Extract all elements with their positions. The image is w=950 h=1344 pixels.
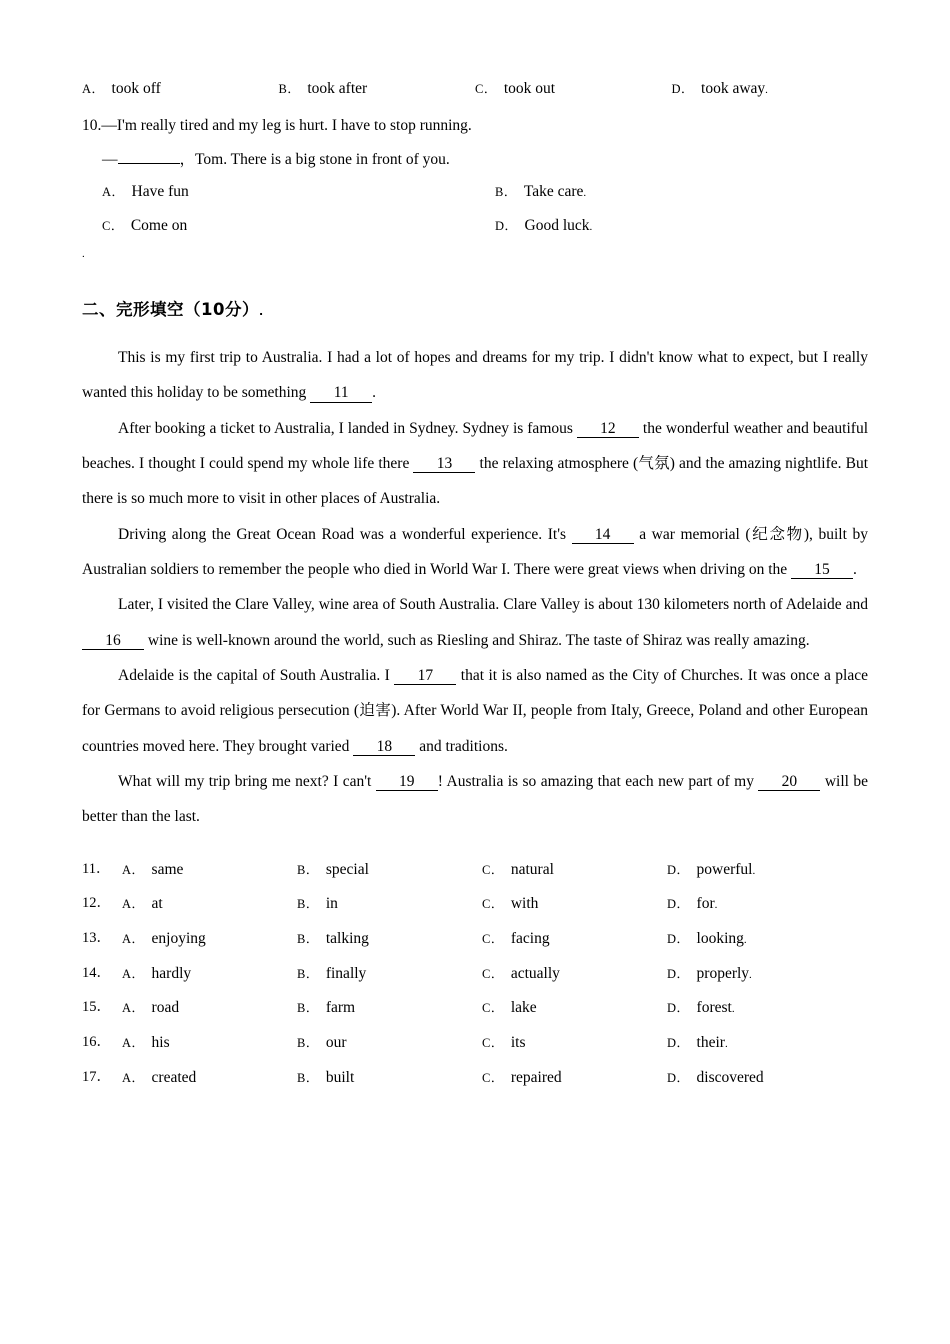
option-a xyxy=(122,1067,297,1089)
option-a-text: created xyxy=(151,1068,197,1086)
p3-text-c: . xyxy=(853,561,857,579)
option-d xyxy=(495,215,888,237)
options-row-14 xyxy=(82,963,868,985)
row-number: 17． xyxy=(82,1068,111,1085)
option-b-text: talking xyxy=(325,930,369,948)
cloze-paragraph-4 xyxy=(82,587,868,658)
option-a xyxy=(122,997,297,1019)
option-a xyxy=(122,859,297,881)
option-a xyxy=(122,893,297,915)
option-a-text: Have fun xyxy=(131,183,189,201)
row-number: 16． xyxy=(82,1034,111,1051)
question10-options-row1 xyxy=(82,181,888,203)
p5-text-b: that it is also named as the City of Churches. It was once a place for Germans to avoid religious persecution (迫害). After World War II, people from Italy, Greece, Poland and other European countries moved here. They brought varied xyxy=(82,667,869,755)
p2-text-b: the wonderful weather and beautiful beaches. I thought I could spend my whole life there xyxy=(82,419,869,473)
row-number: 15． xyxy=(82,999,111,1016)
option-d-text: powerful xyxy=(696,860,753,878)
cloze-blank-15: 15 xyxy=(791,561,853,579)
option-c-text: facing xyxy=(510,930,550,948)
option-c-label: C． xyxy=(482,966,504,981)
cloze-paragraph-5 xyxy=(82,658,868,764)
option-c xyxy=(482,1032,667,1054)
trailing-period: . xyxy=(743,934,747,947)
option-d-text: properly xyxy=(696,964,750,982)
row-number: 13． xyxy=(82,930,111,947)
option-d-label: D． xyxy=(667,932,690,947)
cloze-blank-14: 14 xyxy=(572,526,634,544)
options-row-13 xyxy=(82,928,868,950)
option-c-text: natural xyxy=(510,860,554,878)
option-b-label: B． xyxy=(297,897,319,912)
p5-text-a: Adelaide is the capital of South Australia. I xyxy=(118,667,390,685)
option-b-text: Take care xyxy=(523,183,584,201)
option-a-label: A． xyxy=(82,82,105,96)
option-b-label: B． xyxy=(278,82,301,96)
dash-prefix: — xyxy=(102,150,118,168)
option-a-text: at xyxy=(151,895,163,913)
option-b xyxy=(279,78,476,100)
cloze-blank-17: 17 xyxy=(394,667,456,685)
p4-text-a: Later, I visited the Clare Valley, wine area of South Australia. Clare Valley is about 130 kilometers north of Adelaide and xyxy=(118,596,868,614)
option-d-label: D． xyxy=(667,862,690,877)
row-number: 14． xyxy=(82,964,111,981)
trailing-period: . xyxy=(731,1003,735,1016)
option-d xyxy=(667,963,852,985)
option-b xyxy=(495,181,888,203)
option-b-label: B． xyxy=(297,932,319,947)
cloze-blank-12: 12 xyxy=(577,420,639,438)
option-c-label: C． xyxy=(475,82,497,96)
option-a xyxy=(102,181,495,203)
option-a-text: hardly xyxy=(151,964,192,982)
option-d xyxy=(672,78,869,100)
answer-blank xyxy=(118,148,180,164)
option-b-text: finally xyxy=(325,964,367,982)
cloze-blank-19: 19 xyxy=(376,773,438,791)
option-a-text: enjoying xyxy=(151,930,206,948)
option-d xyxy=(667,1032,852,1054)
option-b xyxy=(297,893,482,915)
option-b xyxy=(297,1032,482,1054)
question9-options-row xyxy=(82,78,868,100)
option-d-text: looking xyxy=(696,930,744,948)
option-c xyxy=(475,78,672,100)
option-d-label: D． xyxy=(667,966,690,981)
option-a-label: A． xyxy=(122,897,145,912)
option-a xyxy=(122,928,297,950)
option-d-text: for xyxy=(696,895,715,913)
option-d-label: D． xyxy=(667,1036,690,1051)
option-d-label: D． xyxy=(667,1001,690,1016)
option-d-label: D． xyxy=(667,1070,690,1085)
option-c xyxy=(482,1067,667,1089)
option-a-text: same xyxy=(151,860,184,878)
option-b-text: special xyxy=(325,860,369,878)
option-d-text: their xyxy=(696,1034,725,1052)
question10-line2 xyxy=(82,148,868,171)
option-c-label: C． xyxy=(482,932,504,947)
options-row-15 xyxy=(82,997,868,1019)
option-c xyxy=(482,997,667,1019)
options-row-11 xyxy=(82,859,868,881)
trailing-period: . xyxy=(589,220,593,233)
p2-text-c: the relaxing atmosphere (气氛) and the amazing nightlife. But there is so much more to visit in other places of Australia. xyxy=(82,455,869,508)
option-c-text: took out xyxy=(503,80,556,97)
option-b-text: farm xyxy=(325,999,356,1017)
option-d-text: forest xyxy=(696,999,732,1017)
p5-text-c: and traditions. xyxy=(419,737,508,755)
document-content xyxy=(82,78,868,1102)
trailing-period: . xyxy=(258,305,264,319)
option-c-label: C． xyxy=(482,1001,504,1016)
option-d-label: D． xyxy=(671,82,695,96)
option-d xyxy=(667,859,852,881)
p6-text-b: ! Australia is so amazing that each new part of my xyxy=(437,773,754,791)
option-b-label: B． xyxy=(297,862,319,877)
option-d-text: Good luck xyxy=(524,216,590,234)
option-b-text: built xyxy=(325,1068,355,1086)
option-b xyxy=(297,963,482,985)
row-number: 11． xyxy=(82,860,111,877)
option-c-text: Come on xyxy=(130,216,188,234)
option-a-label: A． xyxy=(122,862,145,877)
trailing-period: . xyxy=(752,864,756,877)
option-c-label: C． xyxy=(482,1070,504,1085)
options-row-17 xyxy=(82,1067,868,1089)
option-c-label: C． xyxy=(102,218,124,233)
cloze-blank-20: 20 xyxy=(758,773,820,791)
option-c xyxy=(482,928,667,950)
option-a-label: A． xyxy=(122,1001,145,1016)
section-title-text: 二、完形填空（10分） xyxy=(82,300,259,320)
question10-line2-suffix: ，Tom. There is a big stone in front of you. xyxy=(179,150,450,168)
cloze-blank-13: 13 xyxy=(413,455,475,473)
option-b xyxy=(297,859,482,881)
option-a xyxy=(122,963,297,985)
option-c xyxy=(482,893,667,915)
cloze-paragraph-6 xyxy=(82,764,868,835)
option-a-label: A． xyxy=(122,1070,145,1085)
option-a-label: A． xyxy=(102,185,125,200)
option-a-text: road xyxy=(151,999,180,1017)
option-a-label: A． xyxy=(122,966,145,981)
p2-text-a: After booking a ticket to Australia, I landed in Sydney. Sydney is famous xyxy=(118,419,573,437)
option-c-label: C． xyxy=(482,897,504,912)
cloze-blank-18: 18 xyxy=(353,738,415,756)
option-c-text: with xyxy=(510,895,539,913)
trailing-period: . xyxy=(749,968,752,981)
cloze-paragraph-1 xyxy=(82,340,868,411)
p4-text-b: wine is well-known around the world, such as Riesling and Shiraz. The taste of Shiraz was really amazing. xyxy=(147,631,810,649)
option-a xyxy=(122,1032,297,1054)
option-c xyxy=(482,963,667,985)
option-a-label: A． xyxy=(122,932,145,947)
p6-text-c: will be better than the last. xyxy=(82,773,869,826)
option-c xyxy=(482,859,667,881)
option-b-label: B． xyxy=(495,185,517,200)
trailing-period: . xyxy=(583,187,587,200)
option-b-label: B． xyxy=(297,1036,319,1051)
option-c-label: C． xyxy=(482,1036,504,1051)
p6-text-a: What will my trip bring me next? I can't xyxy=(118,773,372,791)
p3-text-a: Driving along the Great Ocean Road was a wonderful experience. It's xyxy=(118,525,567,543)
option-d-label: D． xyxy=(495,218,518,233)
cloze-options-list xyxy=(82,859,868,1089)
option-b-label: B． xyxy=(297,966,319,981)
p1-text-a: This is my first trip to Australia. I had a lot of hopes and dreams for my trip. I didn't know what to expect, but I really wanted this holiday to be something xyxy=(82,349,868,402)
option-d xyxy=(667,893,852,915)
stray-mark: . xyxy=(82,248,85,261)
row-number: 12． xyxy=(82,895,111,912)
options-row-12 xyxy=(82,893,868,915)
p3-text-b: a war memorial (纪念物), built by Australian soldiers to remember the people who died in World War I. There were great views when driving on the xyxy=(82,525,868,579)
cloze-blank-16: 16 xyxy=(82,632,144,650)
option-d-label: D． xyxy=(667,897,690,912)
p1-text-b: . xyxy=(372,384,377,402)
question10-line1: 10.—I'm really tired and my leg is hurt. I have to stop running. xyxy=(82,116,472,134)
option-d xyxy=(667,928,852,950)
cloze-paragraph-2 xyxy=(82,411,868,517)
trailing-period: . xyxy=(765,84,768,96)
trailing-period: . xyxy=(714,899,718,912)
option-d-text: took away xyxy=(701,80,766,97)
option-a xyxy=(82,78,279,100)
option-b-text: in xyxy=(325,895,338,913)
option-a-label: A． xyxy=(122,1036,145,1051)
option-b-label: B． xyxy=(297,1070,319,1085)
option-b xyxy=(297,997,482,1019)
option-c xyxy=(102,215,495,237)
option-b-text: our xyxy=(325,1034,347,1052)
option-c-text: repaired xyxy=(510,1068,562,1086)
option-b xyxy=(297,1067,482,1089)
trailing-period: . xyxy=(724,1038,728,1051)
option-c-text: its xyxy=(510,1034,526,1052)
option-c-label: C． xyxy=(482,862,504,877)
option-d xyxy=(667,997,852,1019)
option-a-text: took off xyxy=(111,80,161,97)
cloze-paragraph-3 xyxy=(82,517,868,588)
question10-options-row2 xyxy=(82,215,888,237)
cloze-blank-11: 11 xyxy=(310,384,372,402)
option-b-label: B． xyxy=(297,1001,319,1016)
option-c-text: actually xyxy=(510,964,560,982)
options-row-16 xyxy=(82,1032,868,1054)
option-d-text: discovered xyxy=(696,1068,764,1086)
option-a-text: his xyxy=(151,1034,170,1052)
option-b xyxy=(297,928,482,950)
option-b-text: took after xyxy=(307,80,368,97)
option-c-text: lake xyxy=(510,999,537,1017)
section-title xyxy=(82,296,868,320)
option-d xyxy=(667,1067,852,1089)
